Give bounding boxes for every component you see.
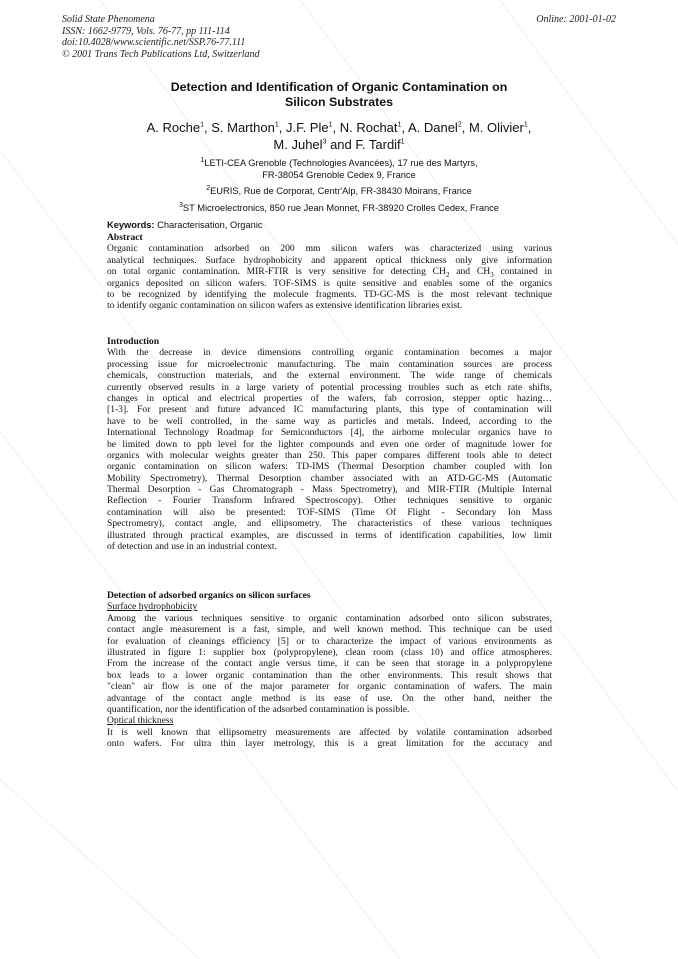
paragraph-line: organic contamination on silicon wafers: TD-IMS (Thermal Desorption chamber coupled with Ion bbox=[107, 461, 552, 473]
paragraph-line: illustrated through practical examples, are discussed in terms of identification capabilities, low limit bbox=[107, 529, 552, 541]
subscript: 3 bbox=[490, 271, 494, 278]
author-separator: , bbox=[278, 120, 286, 135]
journal-name: Solid State Phenomena bbox=[62, 14, 155, 25]
paragraph-line: It is well known that ellipsometry measurements are affected by volatile contamination adsorbed bbox=[107, 726, 552, 738]
online-date: Online: 2001-01-02 bbox=[536, 14, 616, 25]
paragraph-line: be limited down to ppb level for the lighter compounds and even one order of magnitude lower for bbox=[107, 438, 552, 450]
author-line bbox=[80, 137, 598, 154]
author-affiliation-mark: 1 bbox=[274, 121, 279, 129]
author-name: J.F. Ple bbox=[285, 120, 329, 135]
author-name: N. Rochat bbox=[339, 120, 398, 135]
text-chunk: on total organic contamination. MIR-FTIR is very sensitive for detecting CH bbox=[107, 266, 446, 278]
author-separator: , bbox=[203, 120, 212, 135]
title-line: Silicon Substrates bbox=[284, 95, 394, 109]
subsection-heading: Optical thickness bbox=[107, 715, 174, 727]
journal-header bbox=[62, 14, 616, 60]
author-separator: , bbox=[332, 120, 340, 135]
paragraph-line: onto wafers. For ultra thin layer metrology, this is a great limitation for the accuracy and bbox=[107, 738, 552, 750]
paragraph-line: From the increase of the contact angle versus time, it can be seen that storage in a polypropylene bbox=[107, 658, 552, 670]
author-affiliation-mark: 1 bbox=[328, 121, 333, 129]
paragraph-line: With the decrease in device dimensions controlling organic contamination becomes a major bbox=[107, 347, 552, 359]
affiliation-mark: 3 bbox=[179, 201, 183, 209]
paragraph-line: [1-3]. For present and future advanced IC manufacturing plants, this type of contamination will bbox=[107, 404, 552, 416]
paragraph-line: contamination will also be presented: TOF-SIMS (Time Of Flight - Secondary Ion Mass bbox=[107, 506, 552, 518]
affiliation-line: FR-38054 Grenoble Cedex 9, France bbox=[262, 169, 416, 180]
affiliation-text: LETI-CEA Grenoble (Technologies Avancées), 17 rue des Martyrs, bbox=[204, 158, 478, 168]
paragraph-line: to be recognized by identifying the molecule fragments. TD-GC-MS is the most relevant technique bbox=[107, 288, 552, 300]
author-affiliation-mark: 3 bbox=[322, 138, 327, 146]
affiliation-mark: 2 bbox=[206, 184, 211, 192]
paragraph-line: advantage of the contact angle method is its ease of use. On the other hand, neither the bbox=[107, 692, 552, 704]
affiliation-list bbox=[80, 158, 598, 214]
paragraph-line: International Technology Roadmap for Semiconductors [4], the airborne molecular organics have to bbox=[107, 427, 552, 439]
affiliation-line bbox=[80, 203, 598, 215]
author-separator: , bbox=[401, 120, 408, 135]
author-separator: , bbox=[461, 120, 469, 135]
keywords-text: Characterisation, Organic bbox=[157, 220, 263, 230]
subsection-heading: Surface hydrophobicity bbox=[107, 601, 198, 613]
author-name: A. Danel bbox=[407, 120, 458, 135]
paragraph-line: "clean" air flow is one of the major parameter for organic contamination of wafers. The main bbox=[107, 681, 552, 693]
paragraph-line: Among the various techniques sensitive to organic contamination adsorbed onto silicon substrates, bbox=[107, 612, 552, 624]
paragraph-line: Reflection - Fourier Transform Infrared Spectroscopy). Other techniques sensitive to organic bbox=[107, 495, 552, 507]
author-affiliation-mark: 1 bbox=[523, 121, 528, 129]
author-name: A. Roche bbox=[146, 120, 201, 135]
paragraph-line: have to be well controlled, in the same way as particles and metals. Indeed, according to the bbox=[107, 415, 552, 427]
paragraph-line: illustrated in figure 1: supplier box (polypropylene), clean room (class 10) and office atmospheres. bbox=[107, 646, 552, 658]
paragraph-line: of detection and use in an industrial context. bbox=[107, 541, 277, 553]
abstract-section bbox=[107, 232, 552, 312]
section-heading: Introduction bbox=[107, 336, 160, 347]
paragraph-line: analytical techniques. Surface hydrophobicity and apparent optical thickness only give information bbox=[107, 254, 552, 266]
author-name: M. Juhel bbox=[273, 136, 323, 152]
author-name: M. Olivier bbox=[468, 120, 524, 135]
section-heading: Abstract bbox=[107, 232, 143, 243]
paragraph-line: quantification, nor the identification of the adsorbed contamination is possible. bbox=[107, 703, 410, 715]
author-affiliation-mark: 2 bbox=[457, 121, 462, 129]
journal-issn: ISSN: 1662-9779, Vols. 76-77, pp 111-114 bbox=[62, 25, 230, 37]
affiliation-mark: 1 bbox=[200, 156, 205, 164]
author-separator: , bbox=[527, 120, 532, 135]
paragraph-line: contact angle measurement is a fast, simple, and well known method. This technique can be used bbox=[107, 624, 552, 636]
paragraph-line: organics with molecular weights greater than 250. This paper compares different tools able to detect bbox=[107, 449, 552, 461]
author-affiliation-mark: 1 bbox=[200, 121, 204, 129]
paragraph-line: Mobility Spectrometry), Thermal Desorption chamber associated with an ATD-GC-MS (Automatic bbox=[107, 472, 552, 484]
paragraph-line: processing issue for microelectronic manufacturing. The main contamination sources are process bbox=[107, 358, 552, 370]
text-chunk: contained in bbox=[493, 266, 552, 278]
paper-title bbox=[90, 80, 588, 110]
paragraph-line: Spectrometry), contact angle, and ellipsometry. The characteristics of these various techniques bbox=[107, 518, 552, 530]
author-name: S. Marthon bbox=[211, 120, 275, 135]
paragraph-line: organics deposited on silicon wafers. TOF-SIMS is quite sensitive and enables some of the organics bbox=[107, 277, 552, 289]
introduction-section bbox=[107, 336, 552, 552]
keywords-label: Keywords: bbox=[107, 220, 155, 230]
keywords bbox=[107, 220, 263, 231]
paragraph-line: chemicals, construction materials, and the external environment. The wide range of chemicals bbox=[107, 370, 552, 382]
affiliation-text: EURIS, Rue de Corporat, Centr'Alp, FR-38430 Moirans, France bbox=[210, 186, 472, 196]
paragraph-line: for evaluation of cleanings efficiency [5] or to characterize the impact of various environments as bbox=[107, 635, 552, 647]
journal-doi: doi:10.4028/www.scientific.net/SSP.76-77.111 bbox=[62, 37, 246, 48]
affiliation-line bbox=[80, 186, 598, 198]
paragraph-line: changes in optical and electrical properties of the wafers, fab corrosion, stepper optic hazing… bbox=[107, 392, 552, 404]
author-affiliation-mark: 1 bbox=[400, 138, 405, 146]
affiliation-text: ST Microelectronics, 850 rue Jean Monnet, FR-38920 Crolles Cedex, France bbox=[182, 202, 499, 213]
paragraph-line: Thermal Desorption - Gas Chromatograph - Mass Spectrometry), and MIR-FTIR (Multiple Internal bbox=[107, 484, 552, 496]
paragraph-line: currently observed results in a large variety of potential processing troubles such as etch rate shifts, bbox=[107, 381, 552, 393]
paragraph-line: to identify organic contamination on silicon wafers as extensive identification libraries exist. bbox=[107, 300, 463, 312]
subscript: 2 bbox=[445, 271, 450, 278]
paragraph-line bbox=[107, 266, 552, 277]
author-list bbox=[80, 120, 598, 153]
paragraph-line: Organic contamination adsorbed on 200 mm silicon wafers was characterized using various bbox=[107, 243, 552, 255]
detection-section bbox=[107, 590, 552, 749]
journal-citation bbox=[62, 14, 616, 60]
author-separator: and bbox=[326, 136, 356, 152]
journal-copyright: © 2001 Trans Tech Publications Ltd, Switzerland bbox=[62, 48, 260, 60]
section-heading: Detection of adsorbed organics on silicon surfaces bbox=[107, 590, 311, 601]
author-name: F. Tardif bbox=[355, 136, 401, 152]
affiliation-line bbox=[80, 158, 598, 170]
text-chunk: and CH bbox=[449, 266, 491, 278]
title-line: Detection and Identification of Organic Contamination on bbox=[170, 80, 508, 94]
paragraph-line: box leads to a lower organic contamination than the other environments. This result shows that bbox=[107, 669, 552, 681]
author-line bbox=[80, 120, 598, 137]
author-affiliation-mark: 1 bbox=[397, 121, 402, 129]
